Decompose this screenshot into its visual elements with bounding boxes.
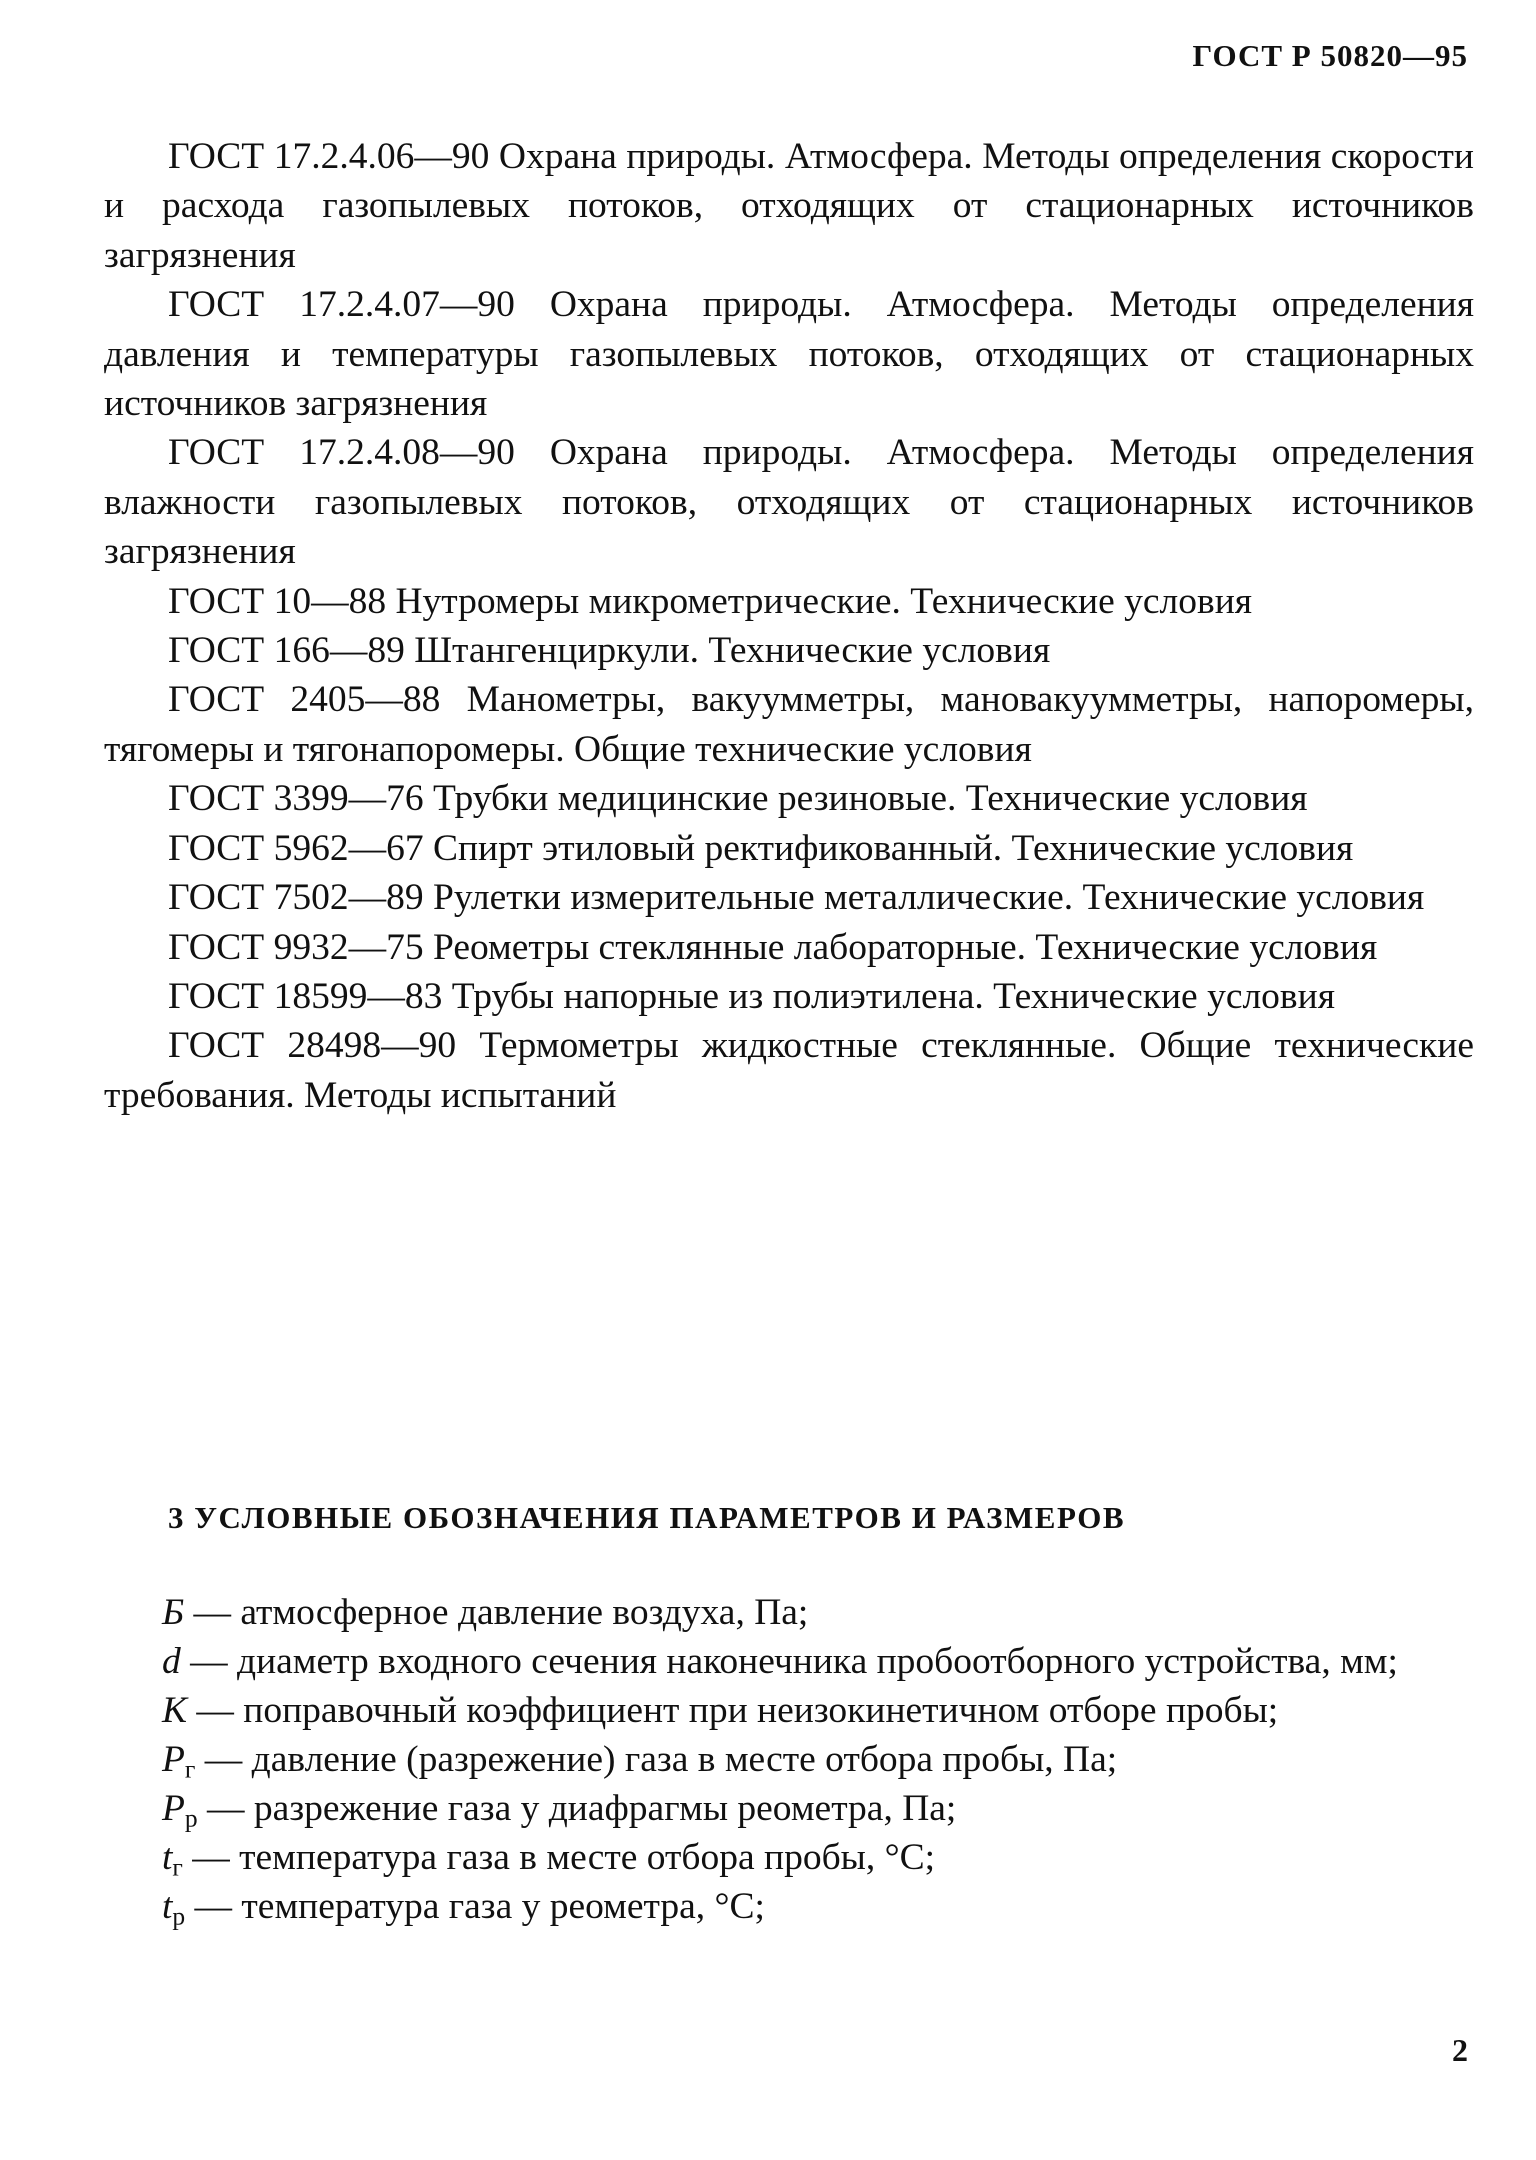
- definition-item: $t_г$ — температура газа в месте отбора пробы, °С;: [162, 1837, 936, 1882]
- reference-text: Штангенциркули. Технические условия: [414, 630, 1051, 672]
- definition-text: диаметр входного сечения наконечника пробоотборного устройства, мм;: [237, 1641, 1398, 1682]
- definition-text: температура газа у реометра, °С;: [241, 1886, 765, 1927]
- symbol: d: [162, 1641, 181, 1682]
- reference-item: [104, 824, 1474, 873]
- reference-code: ГОСТ 5962—67: [168, 827, 424, 869]
- reference-code: ГОСТ 2405—88: [168, 679, 441, 721]
- reference-text: Рулетки измерительные металлические. Технические условия: [432, 877, 1425, 919]
- reference-text: Реометры стеклянные лабораторные. Технические условия: [432, 926, 1378, 968]
- reference-item: [104, 675, 1474, 774]
- reference-code: ГОСТ 18599—83: [168, 975, 443, 1017]
- reference-code: ГОСТ 17.2.4.06—90: [168, 136, 490, 177]
- reference-text: Охрана природы. Атмосфера. Методы определения влажности газопылевых потоков, отходящих от стационарных источников загрязнения: [104, 432, 1474, 573]
- reference-text: Трубки медицинские резиновые. Технические условия: [432, 778, 1308, 820]
- reference-text: Трубы напорные из полиэтилена. Технические условия: [451, 975, 1335, 1017]
- reference-code: ГОСТ 3399—76: [168, 778, 424, 820]
- reference-code: ГОСТ 166—89: [168, 630, 405, 672]
- reference-item: [104, 132, 1474, 280]
- symbol: t: [162, 1837, 173, 1878]
- reference-item: [104, 280, 1474, 428]
- symbol: P: [162, 1788, 185, 1829]
- definition-text: температура газа в месте отбора пробы, °С;: [239, 1837, 936, 1878]
- page-number: 2: [1452, 2032, 1468, 2068]
- reference-item: [104, 626, 1474, 675]
- definition-item: $P_р$ — разрежение газа у диафрагмы реометра, Па;: [162, 1788, 957, 1833]
- section-title: 3 УСЛОВНЫЕ ОБОЗНАЧЕНИЯ ПАРАМЕТРОВ И РАЗМЕРОВ: [168, 1500, 1125, 1535]
- reference-text: Нутромеры микрометрические. Технические условия: [395, 580, 1253, 622]
- symbol: P: [162, 1739, 185, 1780]
- reference-item: [104, 972, 1474, 1021]
- document-code-header: ГОСТ Р 50820—95: [1192, 38, 1468, 73]
- reference-item: [104, 428, 1474, 576]
- reference-item: [104, 774, 1474, 823]
- reference-code: ГОСТ 17.2.4.08—90: [168, 432, 515, 474]
- reference-code: ГОСТ 9932—75: [168, 926, 424, 968]
- definition-text: разрежение газа у диафрагмы реометра, Па;: [253, 1788, 957, 1829]
- symbol-subscript: г: [172, 1852, 183, 1882]
- symbol: Б: [162, 1592, 185, 1633]
- symbol-definitions-list: [104, 1588, 1474, 1931]
- definition-text: поправочный коэффициент при неизокинетичном отборе пробы;: [243, 1690, 1279, 1731]
- definition-text: давление (разрежение) газа в месте отбора пробы, Па;: [251, 1739, 1118, 1780]
- definition-text: атмосферное давление воздуха, Па;: [240, 1592, 809, 1633]
- symbol: K: [162, 1690, 188, 1731]
- reference-code: ГОСТ 28498—90: [168, 1025, 457, 1067]
- definition-item: Б — атмосферное давление воздуха, Па;: [162, 1592, 809, 1633]
- normative-references-list: [104, 132, 1474, 1120]
- reference-item: [104, 1021, 1474, 1120]
- reference-text: Охрана природы. Атмосфера. Методы определения давления и температуры газопылевых потоков, отходящих от стационарных источников загрязнения: [104, 284, 1474, 425]
- definition-item: $P_г$ — давление (разрежение) газа в месте отбора пробы, Па;: [162, 1739, 1118, 1784]
- reference-code: ГОСТ 17.2.4.07—90: [168, 284, 515, 326]
- reference-text: Спирт этиловый ректификованный. Технические условия: [432, 827, 1354, 869]
- symbol-subscript: р: [172, 1901, 186, 1931]
- definition-item: d — диаметр входного сечения наконечника пробоотборного устройства, мм;: [162, 1641, 1398, 1682]
- reference-item: [104, 923, 1474, 972]
- reference-code: ГОСТ 7502—89: [168, 877, 424, 919]
- definition-item: $t_р$ — температура газа у реометра, °С;: [162, 1886, 765, 1931]
- symbol-subscript: г: [184, 1754, 196, 1784]
- reference-code: ГОСТ 10—88: [168, 580, 387, 622]
- definition-item: K — поправочный коэффициент при неизокинетичном отборе пробы;: [162, 1690, 1279, 1731]
- reference-text: Термометры жидкостные стеклянные. Общие технические требования. Методы испытаний: [104, 1025, 1474, 1116]
- reference-text: Охрана природы. Атмосфера. Методы определения скорости и расхода газопылевых потоков, отходящих от стационарных источников загрязнения: [104, 136, 1474, 276]
- reference-item: [104, 577, 1474, 626]
- symbol: t: [162, 1886, 173, 1927]
- reference-item: [104, 873, 1474, 922]
- symbol-subscript: р: [184, 1803, 198, 1833]
- reference-text: Манометры, вакуумметры, мановакуумметры, напоромеры, тягомеры и тягонапоромеры. Общие технические условия: [104, 679, 1474, 770]
